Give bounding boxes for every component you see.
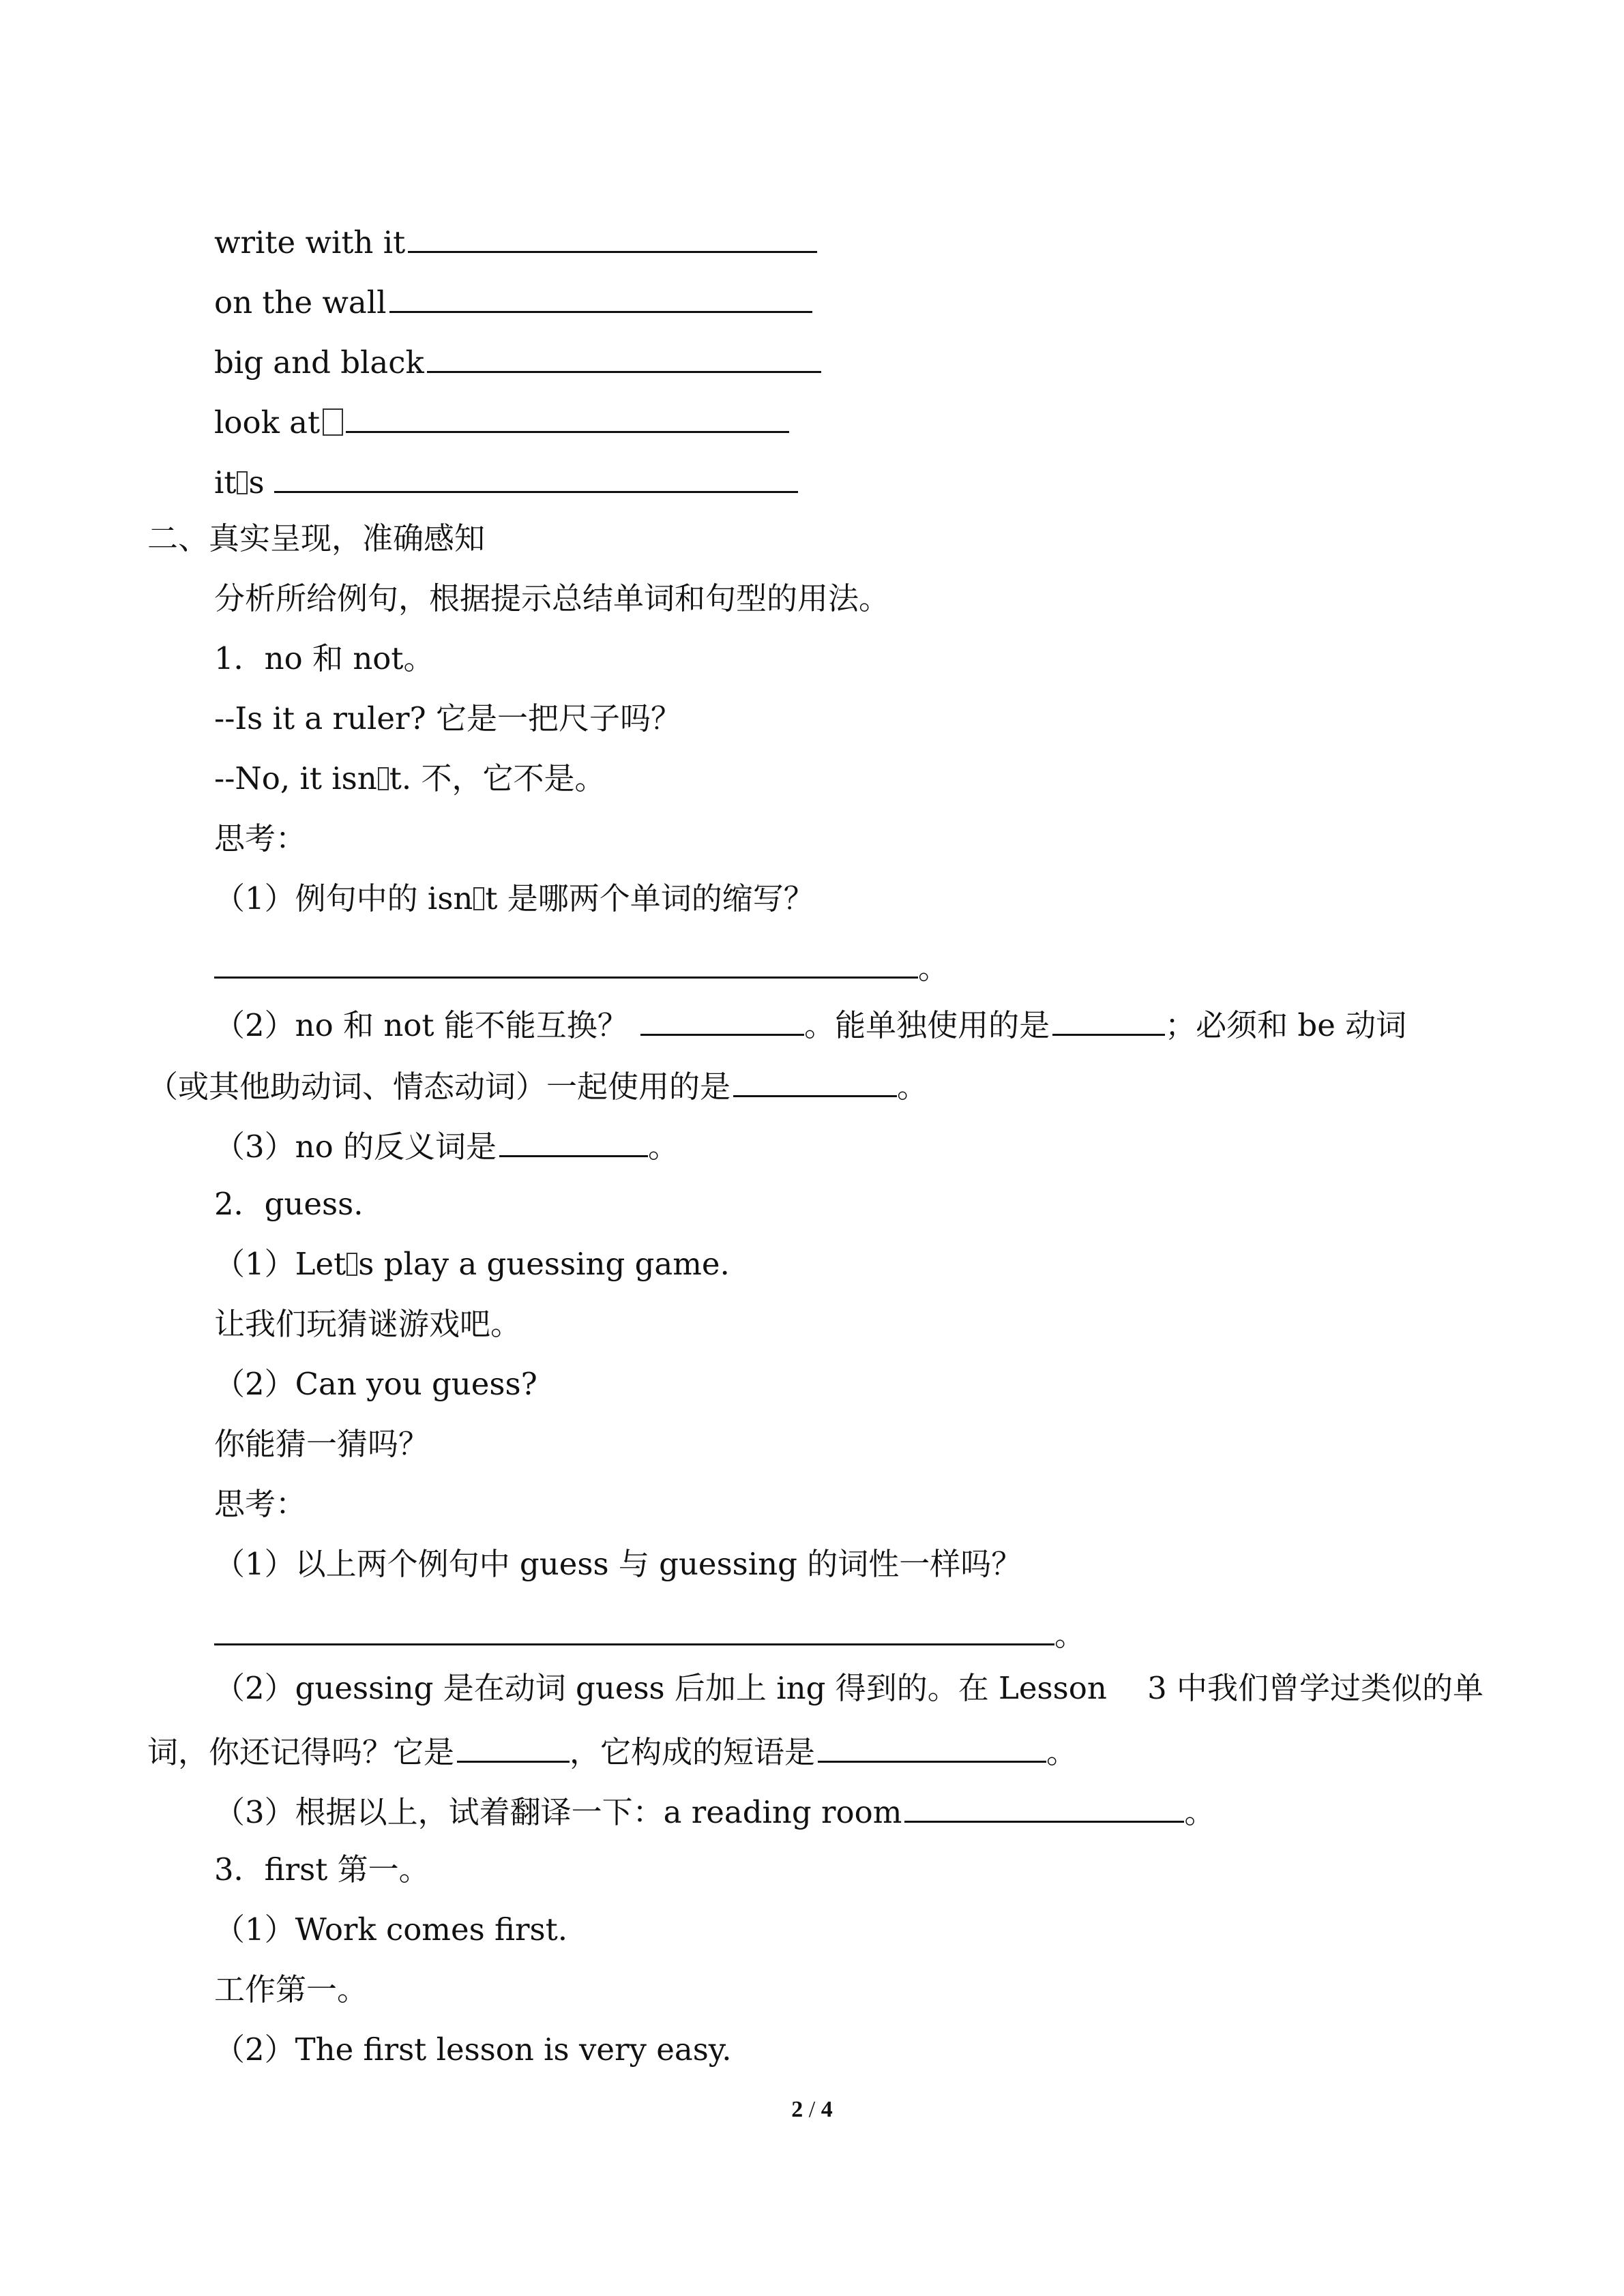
question-text: （2）no 和 not 能不能互换？ bbox=[214, 1007, 628, 1043]
question bbox=[214, 1124, 679, 1165]
example-translation: 工作第一。 bbox=[214, 1971, 368, 2008]
period: 。 bbox=[1054, 1617, 1086, 1653]
think-label: 思考： bbox=[214, 1486, 307, 1522]
page-total: 4 bbox=[821, 2097, 833, 2122]
period: 。 bbox=[648, 1129, 679, 1165]
answer-blank[interactable] bbox=[499, 1124, 648, 1157]
question-text: t 是哪两个单词的缩写？ bbox=[485, 880, 814, 916]
answer-blank[interactable] bbox=[274, 460, 798, 493]
phrase-line bbox=[214, 400, 789, 441]
example-translation: 你能猜一猜吗？ bbox=[214, 1426, 430, 1462]
missing-glyph-box bbox=[237, 471, 248, 494]
question-text: （或其他助动词、情态动词）一起使用的是 bbox=[147, 1069, 731, 1105]
page-number bbox=[0, 2097, 1624, 2123]
example-en: --No, it isn bbox=[214, 760, 377, 796]
answer-blank[interactable] bbox=[427, 340, 821, 373]
page-current: 2 bbox=[791, 2097, 803, 2122]
phrase-line bbox=[214, 280, 812, 320]
missing-glyph-box bbox=[378, 767, 389, 790]
phrase-text: on the wall bbox=[214, 284, 387, 320]
item-title: 1．no 和 not。 bbox=[214, 640, 434, 676]
phrase-text: s bbox=[248, 464, 265, 501]
example-en: --Is it a ruler? bbox=[214, 700, 426, 736]
answer-blank[interactable] bbox=[818, 1729, 1046, 1763]
answer-blank[interactable] bbox=[214, 945, 918, 979]
page-separator: / bbox=[808, 2097, 816, 2122]
phrase-text: it bbox=[214, 464, 237, 501]
question bbox=[214, 878, 814, 919]
question-text: （3）根据以上，试着翻译一下：a reading room bbox=[214, 1794, 902, 1830]
missing-glyph-box bbox=[323, 408, 343, 436]
example-sentence: （1）Work comes first. bbox=[214, 1911, 568, 1948]
think-label: 思考： bbox=[214, 820, 307, 856]
answer-blank[interactable] bbox=[1052, 1002, 1165, 1036]
question: （2）guessing 是在动词 guess 后加上 ing 得到的。在 Lesson 3 中我们曾学过类似的单 bbox=[214, 1670, 1484, 1706]
example-en: t. bbox=[389, 760, 412, 796]
period: 。 bbox=[1184, 1794, 1215, 1830]
answer-blank[interactable] bbox=[346, 400, 789, 433]
example-sentence bbox=[214, 758, 605, 799]
answer-blank[interactable] bbox=[214, 1612, 1054, 1645]
example-en: s play a guessing game. bbox=[358, 1246, 730, 1282]
phrase-line bbox=[214, 220, 817, 260]
missing-glyph-box bbox=[346, 1253, 357, 1276]
answer-blank[interactable] bbox=[733, 1064, 897, 1097]
phrase-text: write with it bbox=[214, 224, 406, 260]
section-intro: 分析所给例句，根据提示总结单词和句型的用法。 bbox=[214, 580, 890, 616]
section-heading: 二、真实呈现，准确感知 bbox=[147, 520, 486, 556]
answer-line bbox=[214, 1612, 1085, 1653]
answer-blank[interactable] bbox=[640, 1002, 804, 1036]
phrase-text: look at bbox=[214, 404, 321, 441]
question-text: （3）no 的反义词是 bbox=[214, 1129, 497, 1165]
answer-blank[interactable] bbox=[389, 280, 812, 313]
example-cn: 它是一把尺子吗？ bbox=[435, 700, 681, 736]
example-sentence: （2）The first lesson is very easy. bbox=[214, 2031, 732, 2068]
question-text: （1）例句中的 isn bbox=[214, 880, 473, 916]
phrase-line bbox=[214, 340, 821, 381]
missing-glyph-box bbox=[473, 887, 484, 910]
question bbox=[147, 1064, 928, 1105]
period: 。 bbox=[897, 1069, 928, 1105]
item-title: 3．first 第一。 bbox=[214, 1851, 430, 1888]
period: 。 bbox=[1046, 1734, 1078, 1770]
answer-blank[interactable] bbox=[457, 1729, 570, 1763]
example-en: （1）Let bbox=[214, 1246, 346, 1282]
question-text: 词，你还记得吗？它是 bbox=[147, 1734, 455, 1770]
period: 。 bbox=[918, 950, 949, 986]
phrase-text: big and black bbox=[214, 344, 424, 381]
example-sentence bbox=[214, 1244, 730, 1285]
answer-blank[interactable] bbox=[904, 1789, 1184, 1823]
example-cn: 不，它不是。 bbox=[421, 760, 606, 796]
question-text: ，它构成的短语是 bbox=[570, 1734, 816, 1770]
example-sentence: （2）Can you guess? bbox=[214, 1366, 537, 1402]
answer-blank[interactable] bbox=[408, 220, 817, 253]
question-text: ；必须和 be 动词 bbox=[1165, 1007, 1407, 1043]
question: （1）以上两个例句中 guess 与 guessing 的词性一样吗？ bbox=[214, 1546, 1022, 1582]
item-title: 2．guess. bbox=[214, 1186, 364, 1222]
question bbox=[147, 1729, 1077, 1770]
question-text: 。能单独使用的是 bbox=[804, 1007, 1050, 1043]
phrase-line bbox=[214, 460, 798, 501]
question bbox=[214, 1002, 1406, 1043]
example-sentence bbox=[214, 698, 681, 739]
question bbox=[214, 1789, 1215, 1830]
example-translation: 让我们玩猜谜游戏吧。 bbox=[214, 1306, 522, 1342]
answer-line bbox=[214, 945, 949, 986]
